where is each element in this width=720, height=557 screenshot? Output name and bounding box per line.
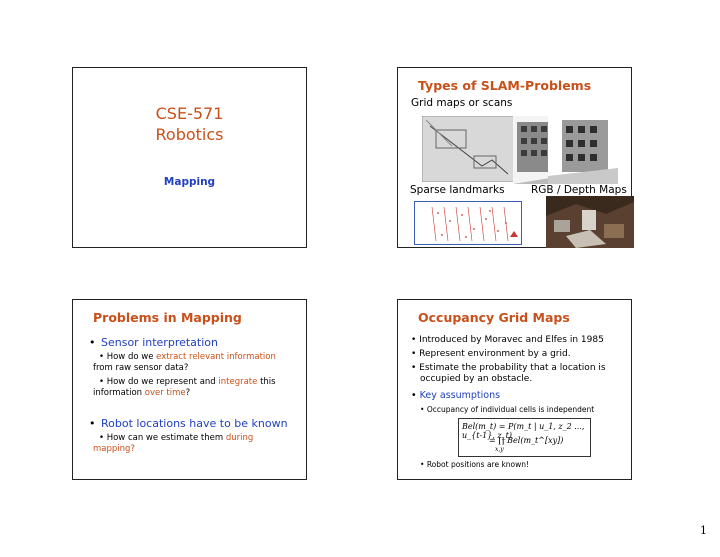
formula-line-2: = ∏ Bel(m_t^[xy]) — [489, 436, 564, 445]
rgb-depth-image — [546, 196, 634, 248]
bullet-robot-locations: • Robot locations have to be known — [89, 417, 288, 430]
building-3d-image — [548, 116, 618, 184]
label-sparse-landmarks: Sparse landmarks — [410, 184, 505, 196]
sub-bullet-integrate: • How do we represent and integrate this information over time? — [93, 377, 276, 398]
bullet-sensor-interpretation: • Sensor interpretation — [89, 336, 218, 349]
grid-map-image — [422, 116, 514, 182]
landmark-map-image — [414, 201, 522, 245]
formula-box — [458, 418, 591, 457]
bullet-moravec-elfes: • Introduced by Moravec and Elfes in 1985 — [411, 335, 604, 345]
slide-subtitle: Mapping — [163, 176, 216, 188]
slide-heading: Problems in Mapping — [93, 310, 242, 325]
sub-bullet-extract: • How do we extract relevant information from raw sensor data? — [93, 352, 276, 373]
bullet-key-assumptions: • Key assumptions — [411, 390, 501, 401]
course-code: CSE-571 — [155, 104, 224, 123]
slide-problems-in-mapping — [72, 299, 307, 480]
slide-slam-types — [397, 67, 632, 248]
label-grid-maps: Grid maps or scans — [411, 97, 513, 109]
page-number: 1 — [700, 524, 707, 537]
course-name: Robotics — [155, 125, 224, 144]
label-rgb-depth: RGB / Depth Maps — [531, 184, 627, 196]
slide-heading: Types of SLAM-Problems — [418, 78, 592, 93]
bullet-represent-grid: • Represent environment by a grid. — [411, 349, 571, 359]
course-title — [73, 103, 306, 145]
formula-subscript: x,y — [495, 446, 504, 453]
slide-title — [72, 67, 307, 248]
sub-bullet-estimate: • How can we estimate them during mapping? — [93, 433, 254, 454]
bullet-estimate-probability: • Estimate the probability that a location is occupied by an obstacle. — [411, 363, 606, 384]
slide-occupancy-grid-maps — [397, 299, 632, 480]
sub-bullet-independent: • Occupancy of individual cells is independent — [420, 405, 595, 414]
sub-bullet-positions-known: • Robot positions are known! — [420, 460, 530, 469]
formula-line-1: Bel(m_t) = P(m_t | u_1, z_2 ..., u_{t-1}, z_t) — [462, 422, 585, 440]
slide-heading: Occupancy Grid Maps — [418, 310, 570, 325]
